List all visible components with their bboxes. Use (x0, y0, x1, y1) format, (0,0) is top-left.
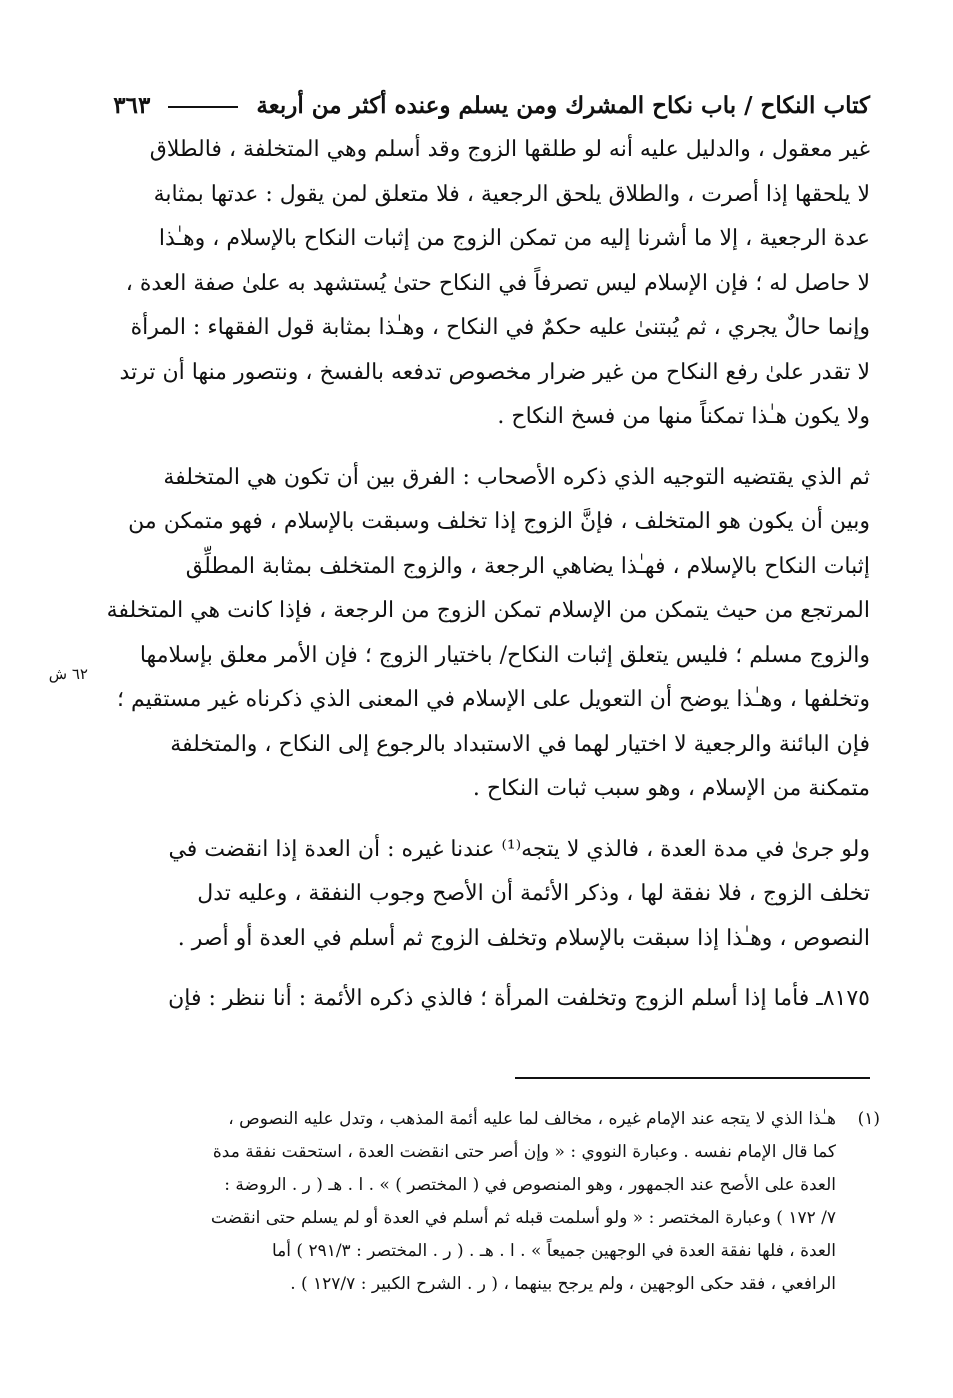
footnotes (90, 1103, 880, 1301)
text-line: متمكنة من الإسلام ، وهو سبب ثبات النكاح . (472, 776, 870, 801)
footnote-line: الرافعي ، فقد حكى الوجهين ، ولم يرجح بينهما ، ( ر . الشرح الكبير : ١٢٧/٧ ) . (290, 1274, 836, 1294)
manuscript-folio-note: ٦٢ ش (48, 665, 88, 683)
footnote-line: العدة ، فلها نفقة العدة في الوجهين جميعاً » . ا . هـ . ( ر . المختصر : ٢٩١/٣ ) أما (271, 1241, 836, 1261)
paragraph-1 (90, 128, 870, 440)
text-line: إثبات النكاح بالإسلام ، فهـٰذا يضاهي الرجعة ، والزوج المتخلف بمثابة المطلِّق (185, 553, 870, 579)
footnote-line: كما قال الإمام نفسه . وعبارة النووي : « وإن أصر حتى انقضت العدة ، استحقت نفقة مدة (212, 1142, 836, 1162)
text-line: لا يلحقها إذا أصرت ، والطلاق يلحق الرجعية ، فلا متعلق لمن يقول : عدتها بمثابة (153, 181, 870, 207)
footnote-marker: (١) (857, 1109, 880, 1129)
text-line: عدة الرجعية ، إلا ما أشرنا إليه من تمكن الزوج من إثبات النكاح بالإسلام ، وهـٰذا (158, 226, 870, 251)
text-line: المرتجع من حيث يتمكن من الإسلام تمكن الزوج من الرجعة ، فإذا كانت هي المتخلفة (106, 598, 870, 623)
footnote-line: ٧/ ١٧٢ ) وعبارة المختصر : « ولو أسلمت قبله ثم أسلم في العدة أو لم يسلم حتى انقضت (210, 1208, 836, 1228)
text-line: وبين أن يكون هو المتخلف ، فإنَّ الزوج إذا تخلف وسبقت بالإسلام ، فهو متمكن من (128, 509, 870, 534)
text-line: وإنما حالٌ يجري ، ثم يُبتنىٰ عليه حكمٌ في النكاح ، وهـٰذا بمثابة قول الفقهاء : المرأة (130, 315, 870, 340)
text-line: والزوج مسلم ؛ فليس يتعلق إثبات النكاح/ باختيار الزوج ؛ فإن الأمر معلق بإسلامها (139, 642, 870, 668)
main-text (90, 128, 870, 1022)
text-line: النصوص ، وهـٰذا إذا سبقت بالإسلام وتخلف الزوج ثم أسلم في العدة أو أصر . (177, 925, 870, 951)
text-line: غير معقول ، والدليل عليه أنه لو طلقها الزوج وقد أسلم وهي المتخلفة ، فالطلاق (149, 137, 870, 162)
text-line: ولا يكون هـٰذا تمكناً منها من فسخ النكاح . (497, 404, 870, 429)
text-line: ولو جرىٰ في مدة العدة ، فالذي لا يتجه⁽¹⁾ عندنا غيره : أن العدة إذا انقضت في (168, 836, 870, 862)
footnote-1 (90, 1103, 880, 1301)
text-line: وتخلفها ، وهـٰذا يوضح أن التعويل على الإسلام في المعنى الذي ذكرناه غير مستقيم ؛ (116, 687, 870, 712)
header-title: كتاب النكاح / باب نكاح المشرك ومن يسلم وعنده أكثر من أربعة (256, 92, 870, 119)
header-rule (168, 106, 238, 108)
footnote-line: هـٰذا الذي لا يتجه عند الإمام غيره ، مخالف لما عليه أئمة المذهب ، وتدل عليه النصوص ، (228, 1109, 836, 1129)
text-line: ٨١٧٥ـ فأما إذا أسلم الزوج وتخلفت المرأة ؛ فالذي ذكره الأئمة : أنا ننظر : فإن (168, 986, 870, 1011)
paragraph-4 (90, 977, 870, 1022)
text-line: لا تقدر علىٰ رفع النكاح من غير ضرار مخصوص تدفعه بالفسخ ، ونتصور منها أن ترتد (119, 359, 870, 385)
paragraph-3 (90, 828, 870, 962)
text-line: لا حاصل له ؛ فإن الإسلام ليس تصرفاً في النكاح حتىٰ يُستشهد به علىٰ صفة العدة ، (125, 270, 870, 296)
footnote-separator (515, 1077, 870, 1079)
text-line: فإن البائنة والرجعية لا اختيار لهما في الاستبداد بالرجوع إلى النكاح ، والمتخلفة (170, 731, 870, 757)
text-line: تخلف الزوج ، فلا نفقة لها ، وذكر الأئمة أن الأصح وجوب النفقة ، وعليه تدل (197, 881, 870, 906)
footnote-line: العدة على الأصح عند الجمهور ، وهو المنصوص في ( المختصر ) » . ا . هـ ( ر . الروضة : (224, 1175, 836, 1195)
page-number: ٣٦٣ (113, 92, 151, 119)
running-header (90, 88, 870, 124)
text-line: ثم الذي يقتضيه التوجيه الذي ذكره الأصحاب : الفرق بين أن تكون هي المتخلفة (163, 464, 870, 490)
paragraph-2 (90, 456, 870, 812)
